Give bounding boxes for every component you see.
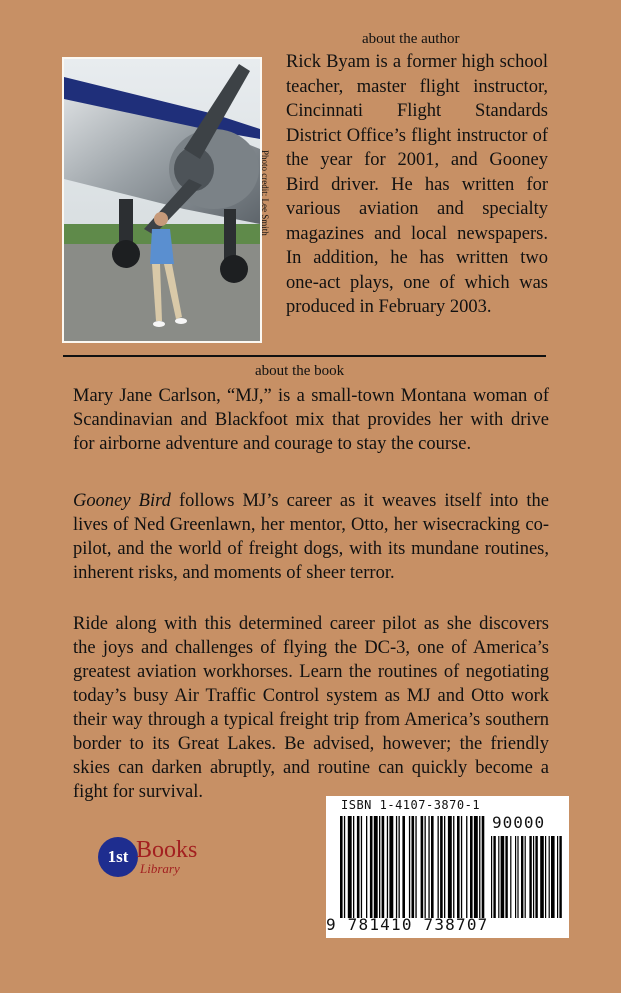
- barcode-bar: [431, 816, 434, 918]
- price-barcode-bar: [533, 836, 534, 918]
- barcode-bar: [389, 816, 393, 918]
- book-paragraph-2-text: follows MJ’s career as it weaves itself into the lives of Ned Greenlawn, her mentor, Otto, her wisecracking co-pilot, and the world of freight dogs, with its mundane routines, inherent risks, and moments of sheer terror.: [73, 491, 549, 583]
- price-barcode-bar: [517, 836, 518, 918]
- barcode-bar: [444, 816, 445, 918]
- price-code: 90000: [492, 813, 546, 832]
- about-book-heading: about the book: [255, 363, 345, 379]
- price-barcode-bar: [545, 836, 546, 918]
- publisher-logo: [98, 833, 218, 883]
- price-barcode-bar: [559, 836, 561, 918]
- price-barcode-bar: [535, 836, 537, 918]
- barcode-bar: [344, 816, 345, 918]
- barcode-bar: [466, 816, 467, 918]
- barcode-bar: [361, 816, 362, 918]
- price-barcode-bar: [493, 836, 495, 918]
- barcode-bar: [448, 816, 452, 918]
- barcode-bar: [409, 816, 410, 918]
- author-bio: Rick Byam is a former high school teacher, master flight instructor, Cincinnati Flight Standards District Office’s flight instructor of the year for 2001, and Gooney Bird driver. He has written for various aviation and specialty magazines and local newspapers. In addition, he has written two one-act plays, one of which was produced in February 2003.: [286, 52, 548, 317]
- barcode-bar: [402, 816, 405, 918]
- barcode-bar: [387, 816, 388, 918]
- barcode-bar: [396, 816, 397, 918]
- publisher-logo-word: Books: [136, 837, 198, 863]
- publisher-logo-mark: 1st: [98, 837, 138, 877]
- publisher-logo-sub: Library: [140, 861, 180, 876]
- about-author-heading: about the author: [362, 31, 460, 47]
- price-barcode-bar: [549, 836, 550, 918]
- barcode-bar: [421, 816, 424, 918]
- barcode-bar: [412, 816, 415, 918]
- barcode-bar: [366, 816, 367, 918]
- barcode-bar: [474, 816, 478, 918]
- price-barcode-bar: [491, 836, 492, 918]
- price-barcode-bar: [501, 836, 505, 918]
- section-divider: [63, 355, 546, 357]
- barcode-bar: [399, 816, 400, 918]
- barcode-bar: [457, 816, 460, 918]
- barcode-bar: [357, 816, 360, 918]
- book-paragraph-2: [73, 489, 549, 585]
- price-barcode-bar: [498, 836, 499, 918]
- barcode-bar: [382, 816, 385, 918]
- price-barcode-bar: [510, 836, 511, 918]
- price-barcode-bar: [505, 836, 507, 918]
- price-barcode-bar: [525, 836, 526, 918]
- barcode-bar: [461, 816, 462, 918]
- price-barcode-bar: [551, 836, 555, 918]
- barcode-bar: [479, 816, 480, 918]
- barcode-bar: [353, 816, 354, 918]
- barcode-bar: [415, 816, 416, 918]
- price-barcode-bar: [557, 836, 558, 918]
- book-paragraph-3: [73, 612, 549, 804]
- barcode-bar: [482, 816, 485, 918]
- book-paragraph-3-text: Ride along with this determined career pilot as she discovers the joys and challenges of flying the DC-3, one of America’s greatest aviation workhorses. Learn the routines of negotiating today’s busy Air Traffic Control system as MJ and Otto work their way through a typical freight trip from America’s southern border to its Great Lakes. Be advised, however; the friendly skies can darken abruptly, and routine can quickly become a fight for survival.: [73, 614, 549, 802]
- barcode-bar: [425, 816, 426, 918]
- barcode-digits: 9 781410 738707: [326, 915, 489, 934]
- barcode-bar: [440, 816, 443, 918]
- photo-credit: Photo credit: Lee Smith: [260, 150, 270, 236]
- barcode-bar: [470, 816, 473, 918]
- author-photo: [62, 57, 262, 343]
- book-paragraph-1-text: Mary Jane Carlson, “MJ,” is a small-town Montana woman of Scandinavian and Blackfoot mix that provides her with drive for airborne adventure and courage to stay the course.: [73, 386, 549, 454]
- price-barcode-bar: [515, 836, 516, 918]
- barcode-bar: [374, 816, 378, 918]
- barcode-bar: [438, 816, 439, 918]
- barcode-bar: [428, 816, 429, 918]
- barcode-bar: [370, 816, 373, 918]
- barcode-bar: [348, 816, 352, 918]
- barcode-bar: [379, 816, 380, 918]
- barcode-bar: [340, 816, 343, 918]
- barcode-bar: [453, 816, 454, 918]
- book-title: Gooney Bird: [73, 491, 171, 511]
- price-barcode-bar: [529, 836, 531, 918]
- price-barcode-bar: [540, 836, 544, 918]
- isbn-label: ISBN 1-4107-3870-1: [341, 798, 481, 812]
- book-paragraph-1: [73, 384, 549, 456]
- price-barcode-bar: [521, 836, 523, 918]
